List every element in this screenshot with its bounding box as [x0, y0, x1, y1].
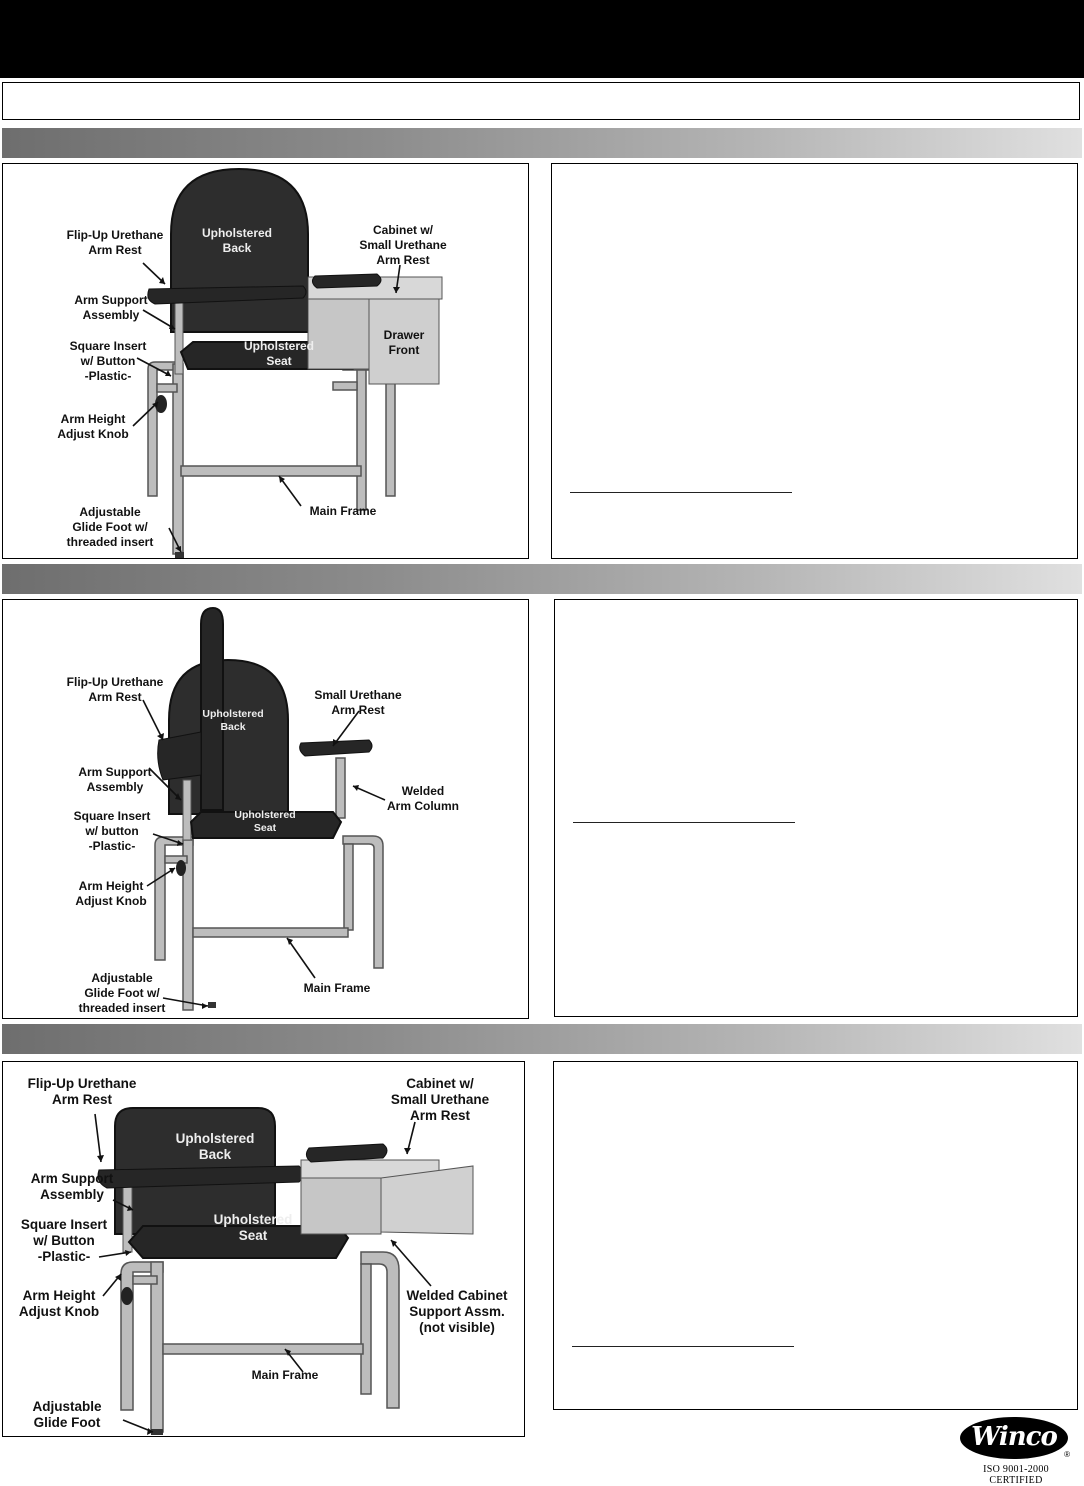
iso-certification: ISO 9001-2000 CERTIFIED — [983, 1464, 1049, 1486]
label-flip-up-armrest: Flip-Up Urethane Arm Rest — [66, 228, 164, 257]
label-welded-cabinet-support: Welded Cabinet Support Assm. (not visible) — [406, 1288, 508, 1335]
logo-registered-mark: ® — [1064, 1450, 1070, 1459]
label-upholstered-back: Upholstered Back — [175, 1131, 255, 1162]
info-panel-1 — [551, 163, 1078, 559]
diagram-panel-3 — [2, 1061, 525, 1437]
label-glide-foot: Adjustable Glide Foot — [32, 1399, 102, 1430]
label-arm-height-knob: Arm Height Adjust Knob — [18, 1288, 100, 1319]
logo-brand: Winco — [971, 1422, 1057, 1452]
section-bar-3 — [2, 1024, 1082, 1054]
label-arm-height-knob: Arm Height Adjust Knob — [57, 412, 129, 441]
label-main-frame: Main Frame — [309, 504, 377, 518]
label-upholstered-seat: Upholstered Seat — [213, 1212, 293, 1243]
label-arm-support: Arm Support Assembly — [74, 293, 148, 322]
label-small-armrest: Small Urethane Arm Rest — [314, 688, 402, 717]
label-arm-support: Arm Support Assembly — [78, 765, 152, 794]
diagram-panel-1 — [2, 163, 529, 559]
info-panel-3 — [553, 1061, 1078, 1410]
diagram-panel-2 — [2, 599, 529, 1019]
label-main-frame: Main Frame — [251, 1368, 319, 1382]
label-glide-foot: Adjustable Glide Foot w/ threaded insert — [78, 971, 166, 1015]
label-square-insert: Square Insert w/ Button -Plastic- — [20, 1217, 108, 1264]
label-glide-foot: Adjustable Glide Foot w/ threaded insert — [66, 505, 154, 549]
label-arm-height-knob: Arm Height Adjust Knob — [75, 879, 147, 908]
label-upholstered-back: Upholstered Back — [202, 708, 264, 733]
label-upholstered-seat: Upholstered Seat — [234, 809, 296, 834]
header-bar — [0, 0, 1084, 78]
label-drawer-front: Drawer Front — [383, 328, 425, 357]
label-square-insert: Square Insert w/ Button -Plastic- — [69, 339, 147, 383]
label-cabinet: Cabinet w/ Small Urethane Arm Rest — [359, 223, 447, 267]
label-flip-up-armrest: Flip-Up Urethane Arm Rest — [66, 675, 164, 704]
label-arm-support: Arm Support Assembly — [30, 1171, 114, 1202]
signature-line — [573, 822, 795, 823]
label-square-insert: Square Insert w/ button -Plastic- — [73, 809, 151, 853]
signature-line — [570, 492, 792, 493]
signature-line — [572, 1346, 794, 1347]
info-panel-2 — [554, 599, 1078, 1017]
label-main-frame: Main Frame — [303, 981, 371, 995]
label-upholstered-back: Upholstered Back — [201, 226, 272, 255]
section-bar-2 — [2, 564, 1082, 594]
label-cabinet: Cabinet w/ Small Urethane Arm Rest — [390, 1076, 490, 1123]
section-bar-1 — [2, 128, 1082, 158]
winco-logo — [958, 1416, 1070, 1462]
label-flip-up-armrest: Flip-Up Urethane Arm Rest — [27, 1076, 137, 1107]
label-upholstered-seat: Upholstered Seat — [243, 339, 314, 368]
subtitle-box — [2, 82, 1080, 120]
label-welded-arm-column: Welded Arm Column — [387, 784, 459, 813]
